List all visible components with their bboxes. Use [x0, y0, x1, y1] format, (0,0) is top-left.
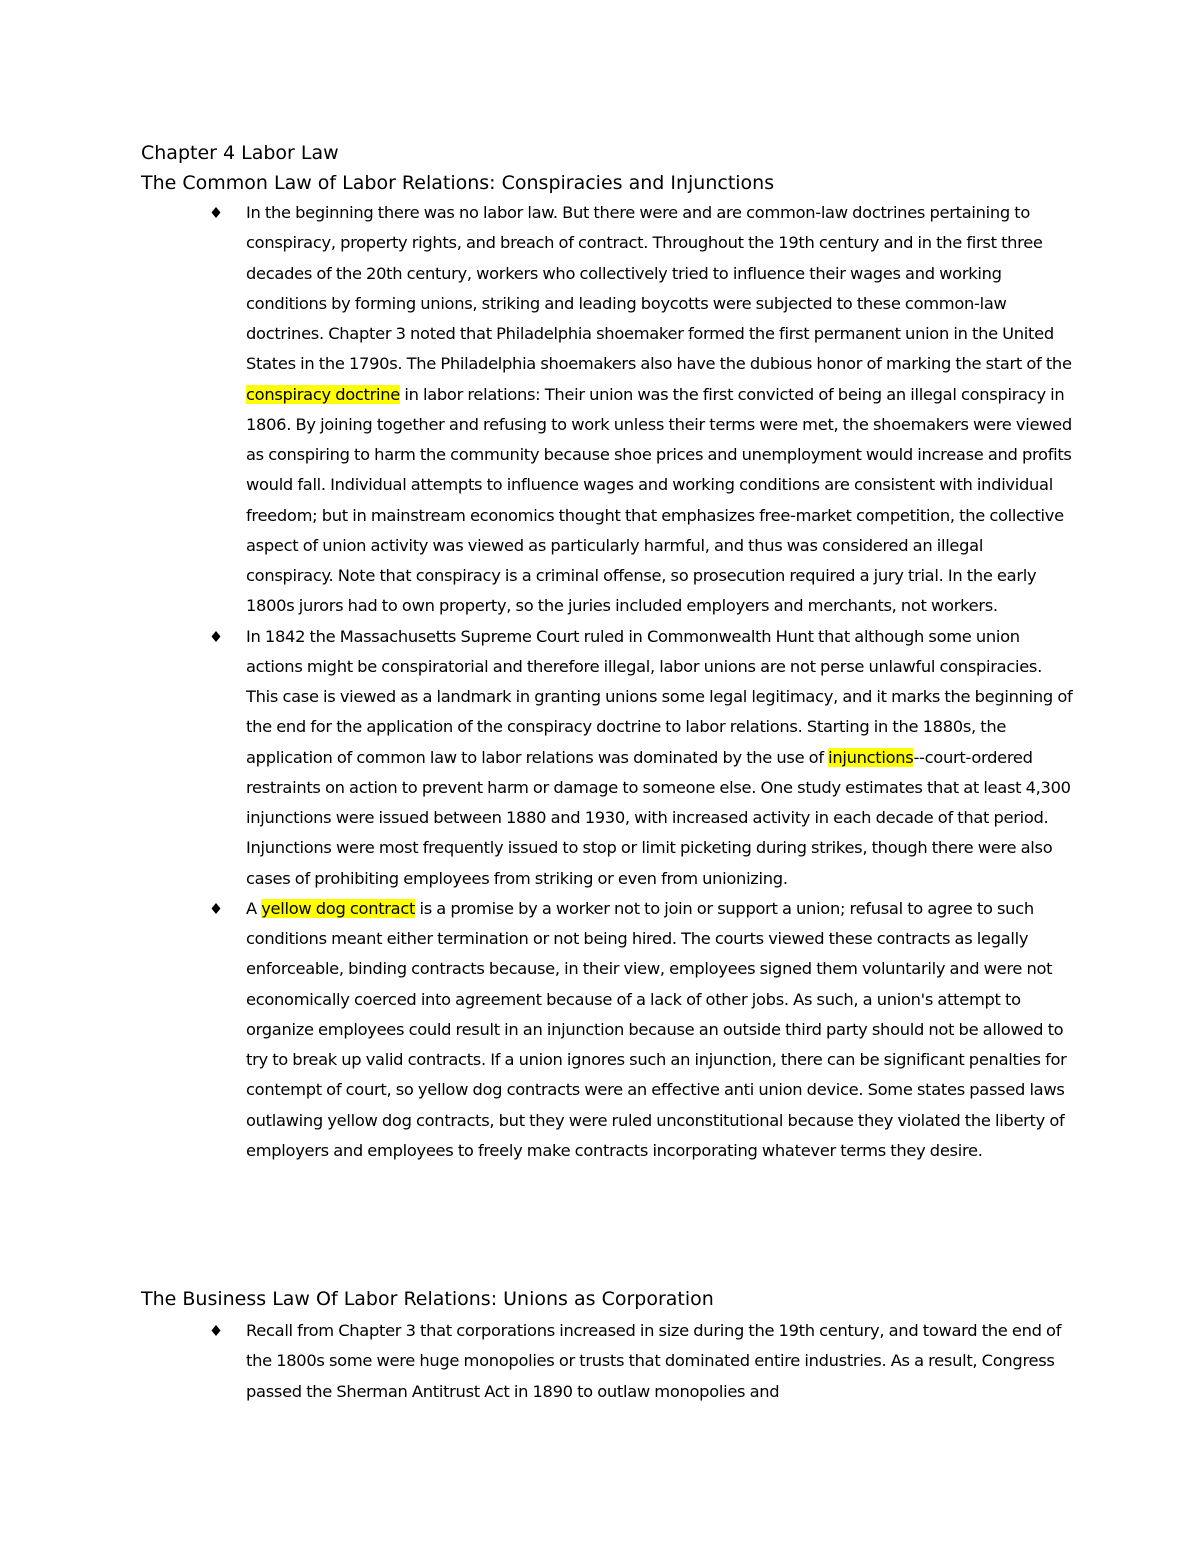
diamond-bullet-icon — [211, 1324, 221, 1337]
highlighted-term: conspiracy doctrine — [246, 384, 400, 404]
bullet-text-before: A — [246, 898, 262, 918]
bullet-text-before: In 1842 the Massachusetts Supreme Court ruled in Commonwealth Hunt that although some union actions might be conspiratorial and therefore illegal, labor unions are not perse unlawful conspiracies. This case is viewed as a landmark in granting unions some legal legitimacy, and it marks the beginning of the end for the application of the conspiracy doctrine to labor relations. Starting in the 1880s, the application of common law to labor relations was dominated by the use of — [246, 626, 1073, 767]
list-item — [208, 622, 1074, 894]
diamond-bullet-icon — [211, 206, 221, 219]
list-item — [208, 1316, 1074, 1407]
section-heading-common-law: The Common Law of Labor Relations: Conspiracies and Injunctions — [141, 172, 775, 194]
highlighted-term: injunctions — [828, 747, 914, 767]
diamond-bullet-icon — [211, 630, 221, 643]
bullet-list-business-law — [208, 1316, 1074, 1407]
list-item — [208, 894, 1074, 1166]
diamond-bullet-icon — [211, 902, 221, 915]
bullet-text-after: is a promise by a worker not to join or support a union; refusal to agree to such conditions meant either termination or not being hired. The courts viewed these contracts as legally enforceable, binding contracts because, in their view, employees signed them voluntarily and were not economically coerced into agreement because of a lack of other jobs. As such, a union's attempt to organize employees could result in an injunction because an outside third party should not be allowed to try to break up valid contracts. If a union ignores such an injunction, there can be significant penalties for contempt of court, so yellow dog contracts were an effective anti union device. Some states passed laws outlawing yellow dog contracts, but they were ruled unconstitutional because they violated the liberty of employers and employees to freely make contracts incorporating whatever terms they desire. — [246, 898, 1067, 1160]
chapter-title: Chapter 4 Labor Law — [141, 142, 339, 164]
list-item — [208, 198, 1074, 622]
bullet-text-before: In the beginning there was no labor law. But there were and are common-law doctrines pertaining to conspiracy, property rights, and breach of contract. Throughout the 19th century and in the first three decades of the 20th century, workers who collectively tried to influence their wages and working conditions by forming unions, striking and leading boycotts were subjected to these common-law doctrines. Chapter 3 noted that Philadelphia shoemaker formed the first permanent union in the United States in the 1790s. The Philadelphia shoemakers also have the dubious honor of marking the start of the — [246, 203, 1072, 374]
section-heading-business-law: The Business Law Of Labor Relations: Unions as Corporation — [141, 1288, 714, 1310]
bullet-text: Recall from Chapter 3 that corporations increased in size during the 19th century, and toward the end of the 1800s some were huge monopolies or trusts that dominated entire industries. As a result, Congress passed the Sherman Antitrust Act in 1890 to outlaw monopolies and — [246, 1321, 1062, 1401]
bullet-text-after: --court-ordered restraints on action to prevent harm or damage to someone else. One study estimates that at least 4,300 injunctions were issued between 1880 and 1930, with increased activity in each decade of that period. Injunctions were most frequently issued to stop or limit picketing during strikes, though there were also cases of prohibiting employees from striking or even from unionizing. — [246, 747, 1071, 888]
highlighted-term: yellow dog contract — [261, 898, 416, 918]
bullet-list-common-law — [208, 198, 1074, 1166]
bullet-text-after: in labor relations: Their union was the first convicted of being an illegal conspiracy in 1806. By joining together and refusing to work unless their terms were met, the shoemakers were viewed as conspiring to harm the community because shoe prices and unemployment would increase and profits would fall. Individual attempts to influence wages and working conditions are consistent with individual freedom; but in mainstream economics thought that emphasizes free-market competition, the collective aspect of union activity was viewed as particularly harmful, and thus was considered an illegal conspiracy. Note that conspiracy is a criminal offense, so prosecution required a jury trial. In the early 1800s jurors had to own property, so the juries included employers and merchants, not workers. — [246, 384, 1072, 616]
